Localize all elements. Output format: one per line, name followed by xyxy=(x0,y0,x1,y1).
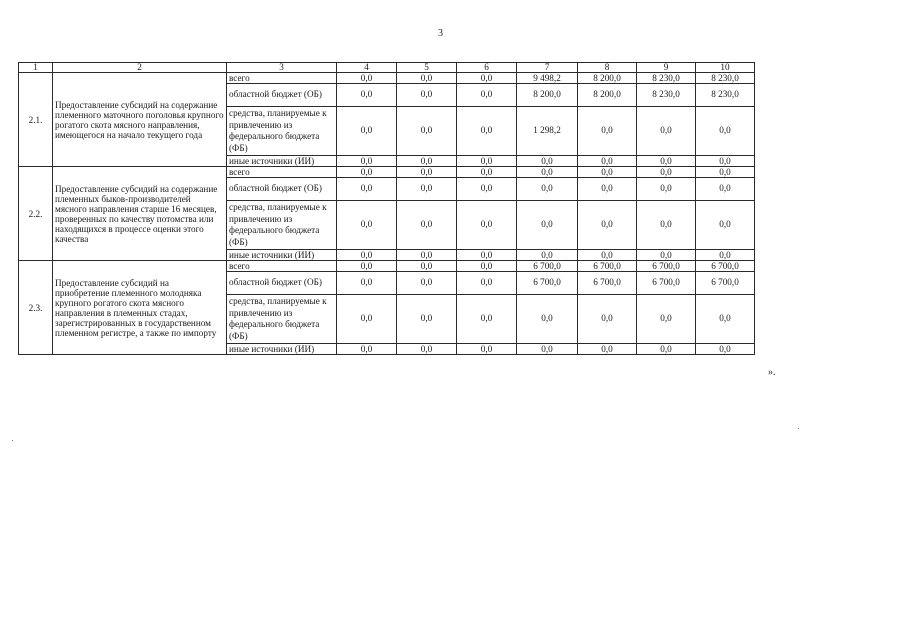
value-cell: 0,0 xyxy=(457,84,517,107)
value-cell: 0,0 xyxy=(578,201,637,250)
value-cell: 0,0 xyxy=(337,156,397,167)
value-cell: 0,0 xyxy=(457,156,517,167)
column-number: 4 xyxy=(337,63,397,73)
funding-source-federal-budget: средства, планируемые к привлечению из федерального бюджета (ФБ) xyxy=(227,295,337,344)
value-cell: 0,0 xyxy=(397,107,457,156)
funding-source-other-sources: иные источники (ИИ) xyxy=(227,250,337,261)
value-cell: 0,0 xyxy=(397,178,457,201)
section-description: Предоставление субсидий на приобретение племенного молодняка крупного рогатого скота мясного направления в племенных стадах, зарегистрированных в государственном племенном регистре, а также по импорту xyxy=(53,261,227,355)
value-cell: 0,0 xyxy=(696,156,755,167)
value-cell: 0,0 xyxy=(637,178,696,201)
value-cell: 8 200,0 xyxy=(517,84,578,107)
funding-source-regional-budget: областной бюджет (ОБ) xyxy=(227,272,337,295)
value-cell: 0,0 xyxy=(337,295,397,344)
value-cell: 0,0 xyxy=(696,201,755,250)
value-cell: 0,0 xyxy=(517,156,578,167)
value-cell: 8 200,0 xyxy=(578,84,637,107)
value-cell: 0,0 xyxy=(637,295,696,344)
funding-source-total: всего xyxy=(227,167,337,178)
column-number: 9 xyxy=(637,63,696,73)
value-cell: 0,0 xyxy=(337,201,397,250)
value-cell: 0,0 xyxy=(578,167,637,178)
value-cell: 0,0 xyxy=(578,107,637,156)
section-number: 2.3. xyxy=(19,261,53,355)
value-cell: 0,0 xyxy=(696,295,755,344)
budget-table xyxy=(18,62,755,355)
scan-speck xyxy=(12,440,13,441)
value-cell: 6 700,0 xyxy=(517,272,578,295)
value-cell: 0,0 xyxy=(578,250,637,261)
page-number: 3 xyxy=(438,28,443,39)
table-row xyxy=(19,167,755,178)
value-cell: 6 700,0 xyxy=(517,261,578,272)
value-cell: 0,0 xyxy=(337,167,397,178)
value-cell: 0,0 xyxy=(696,250,755,261)
value-cell: 0,0 xyxy=(457,167,517,178)
section-description: Предоставление субсидий на содержание племенного маточного поголовья крупного рогатого скота мясного направления, имеющегося на начало текущего года xyxy=(53,73,227,167)
value-cell: 0,0 xyxy=(517,201,578,250)
funding-source-other-sources: иные источники (ИИ) xyxy=(227,156,337,167)
column-number: 1 xyxy=(19,63,53,73)
table-row xyxy=(19,73,755,84)
funding-source-federal-budget: средства, планируемые к привлечению из федерального бюджета (ФБ) xyxy=(227,201,337,250)
value-cell: 0,0 xyxy=(696,107,755,156)
value-cell: 0,0 xyxy=(397,272,457,295)
value-cell: 0,0 xyxy=(517,250,578,261)
funding-source-regional-budget: областной бюджет (ОБ) xyxy=(227,178,337,201)
value-cell: 6 700,0 xyxy=(696,272,755,295)
column-number: 5 xyxy=(397,63,457,73)
value-cell: 1 298,2 xyxy=(517,107,578,156)
value-cell: 0,0 xyxy=(517,167,578,178)
value-cell: 0,0 xyxy=(637,107,696,156)
value-cell: 0,0 xyxy=(578,156,637,167)
value-cell: 0,0 xyxy=(517,178,578,201)
value-cell: 9 498,2 xyxy=(517,73,578,84)
value-cell: 0,0 xyxy=(457,73,517,84)
funding-source-total: всего xyxy=(227,261,337,272)
value-cell: 8 230,0 xyxy=(696,73,755,84)
value-cell: 0,0 xyxy=(578,344,637,355)
table-row xyxy=(19,261,755,272)
column-number: 10 xyxy=(696,63,755,73)
value-cell: 8 230,0 xyxy=(637,73,696,84)
value-cell: 0,0 xyxy=(397,344,457,355)
value-cell: 0,0 xyxy=(337,250,397,261)
value-cell: 6 700,0 xyxy=(578,261,637,272)
value-cell: 0,0 xyxy=(337,73,397,84)
column-number: 6 xyxy=(457,63,517,73)
value-cell: 0,0 xyxy=(637,344,696,355)
column-number: 3 xyxy=(227,63,337,73)
value-cell: 0,0 xyxy=(517,344,578,355)
section-number: 2.2. xyxy=(19,167,53,261)
value-cell: 0,0 xyxy=(337,84,397,107)
column-number-row xyxy=(19,63,755,73)
value-cell: 0,0 xyxy=(637,250,696,261)
value-cell: 0,0 xyxy=(397,261,457,272)
value-cell: 0,0 xyxy=(457,261,517,272)
closing-quote-mark: ». xyxy=(768,367,776,378)
value-cell: 0,0 xyxy=(457,178,517,201)
value-cell: 0,0 xyxy=(397,201,457,250)
value-cell: 8 230,0 xyxy=(696,84,755,107)
value-cell: 0,0 xyxy=(578,178,637,201)
value-cell: 0,0 xyxy=(397,295,457,344)
value-cell: 0,0 xyxy=(517,295,578,344)
value-cell: 0,0 xyxy=(696,167,755,178)
value-cell: 6 700,0 xyxy=(578,272,637,295)
value-cell: 0,0 xyxy=(696,178,755,201)
value-cell: 0,0 xyxy=(457,201,517,250)
column-number: 8 xyxy=(578,63,637,73)
column-number: 2 xyxy=(53,63,227,73)
value-cell: 0,0 xyxy=(337,107,397,156)
value-cell: 0,0 xyxy=(397,250,457,261)
value-cell: 0,0 xyxy=(637,201,696,250)
value-cell: 0,0 xyxy=(457,250,517,261)
value-cell: 6 700,0 xyxy=(637,272,696,295)
value-cell: 0,0 xyxy=(397,156,457,167)
funding-source-federal-budget: средства, планируемые к привлечению из федерального бюджета (ФБ) xyxy=(227,107,337,156)
section-description: Предоставление субсидий на содержание племенных быков-производителей мясного направления старше 16 месяцев, проверенных по качеству потомства или находящихся в процессе оценки этого качества xyxy=(53,167,227,261)
funding-source-total: всего xyxy=(227,73,337,84)
value-cell: 0,0 xyxy=(397,73,457,84)
value-cell: 0,0 xyxy=(637,167,696,178)
value-cell: 0,0 xyxy=(637,156,696,167)
value-cell: 8 200,0 xyxy=(578,73,637,84)
value-cell: 0,0 xyxy=(397,84,457,107)
value-cell: 0,0 xyxy=(337,272,397,295)
funding-source-regional-budget: областной бюджет (ОБ) xyxy=(227,84,337,107)
value-cell: 0,0 xyxy=(457,272,517,295)
value-cell: 0,0 xyxy=(578,295,637,344)
column-number: 7 xyxy=(517,63,578,73)
value-cell: 0,0 xyxy=(696,344,755,355)
funding-source-other-sources: иные источники (ИИ) xyxy=(227,344,337,355)
value-cell: 0,0 xyxy=(337,178,397,201)
value-cell: 6 700,0 xyxy=(637,261,696,272)
value-cell: 0,0 xyxy=(457,107,517,156)
value-cell: 8 230,0 xyxy=(637,84,696,107)
value-cell: 0,0 xyxy=(457,344,517,355)
value-cell: 0,0 xyxy=(337,344,397,355)
value-cell: 0,0 xyxy=(337,261,397,272)
value-cell: 0,0 xyxy=(457,295,517,344)
section-number: 2.1. xyxy=(19,73,53,167)
scan-speck xyxy=(798,428,799,429)
value-cell: 6 700,0 xyxy=(696,261,755,272)
value-cell: 0,0 xyxy=(397,167,457,178)
